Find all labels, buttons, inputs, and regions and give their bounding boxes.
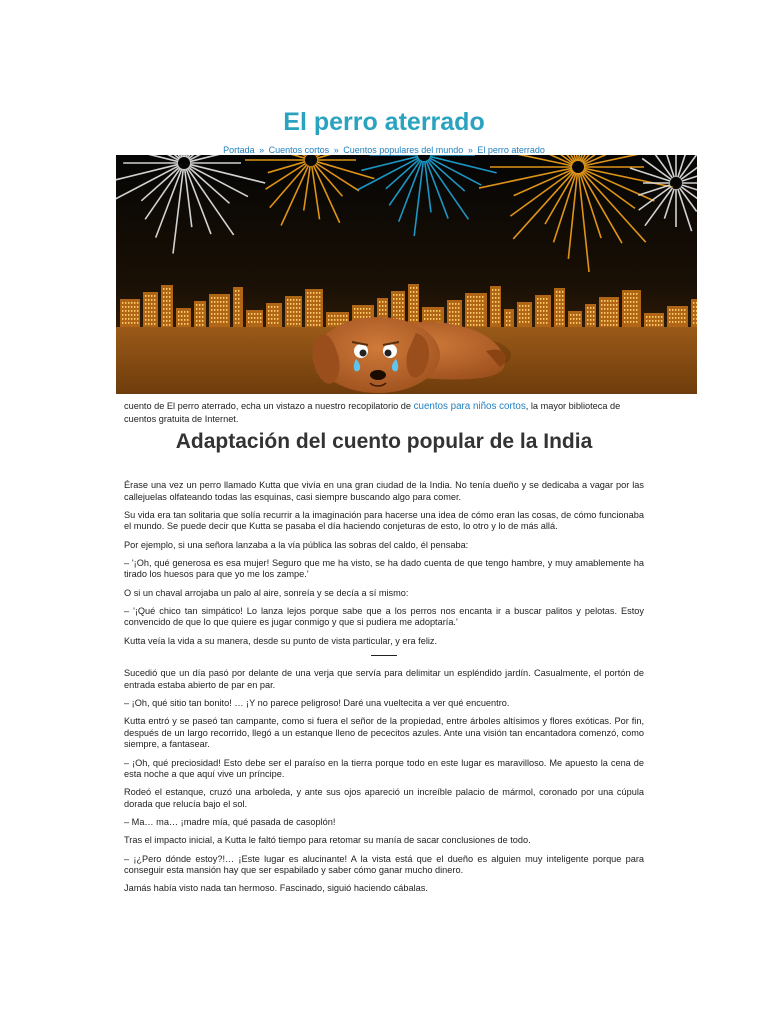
- story-paragraph: Por ejemplo, si una señora lanzaba a la vía pública las sobras del caldo, él pensaba:: [124, 539, 469, 550]
- story-body: [124, 480, 644, 902]
- story-paragraph: – ¡Oh, qué sitio tan bonito! … ¡Y no parece peligroso! Daré una vueltecita a ver qué encuentro.: [124, 698, 510, 709]
- section-divider: [124, 648, 644, 660]
- breadcrumb-separator: »: [259, 145, 265, 155]
- breadcrumb: [0, 145, 768, 155]
- breadcrumb-portada[interactable]: Portada: [223, 145, 255, 155]
- story-paragraph: – '¡Oh, qué generosa es esa mujer! Seguro que me ha visto, se ha dado cuenta de que tengo hambre, y muy amablemente ha tirado los huesos para que yo me los zampe.': [124, 557, 644, 580]
- story-part-2: [124, 668, 644, 895]
- crying-dog-fireworks-image: [116, 155, 697, 394]
- breadcrumb-current[interactable]: El perro aterrado: [477, 145, 545, 155]
- breadcrumb-cuentos-cortos[interactable]: Cuentos cortos: [268, 145, 330, 155]
- story-paragraph: – ¡Oh, qué preciosidad! Esto debe ser el paraíso en la tierra porque todo en este lugar es maravilloso. Me apuesto la cena de esta noche a que aquí vive un príncipe.: [124, 757, 644, 780]
- intro-text-before: cuento de El perro aterrado, echa un vistazo a nuestro recopilatorio de: [124, 401, 414, 411]
- story-paragraph: – ¡¿Pero dónde estoy?!… ¡Este lugar es alucinante! A la vista está que el dueño es alguien muy inteligente porque para conseguir esta mansión hay que ser espabilado y saber cómo ganar mucho dinero.: [124, 853, 644, 876]
- breadcrumb-separator: »: [467, 145, 473, 155]
- story-paragraph: Rodeó el estanque, cruzó una arboleda, y ante sus ojos apareció un increíble palacio de mármol, coronado por una cúpula dorada que relucía bajo el sol.: [124, 787, 644, 809]
- story-paragraph: – Ma… ma… ¡madre mía, qué pasada de casoplón!: [124, 817, 336, 828]
- hero-illustration: [116, 155, 697, 394]
- story-paragraph: Kutta veía la vida a su manera, desde su punto de vista particular, y era feliz.: [124, 635, 438, 646]
- story-paragraph: Sucedió que un día pasó por delante de una verja que servía para delimitar un espléndido jardín. Casualmente, el portón de entrada estaba abierto de par en par.: [124, 668, 644, 690]
- breadcrumb-cuentos-populares[interactable]: Cuentos populares del mundo: [343, 145, 464, 155]
- story-paragraph: Kutta entró y se paseó tan campante, como si fuera el señor de la propiedad, entre árboles altísimos y flores exóticas. Por fin, después de un largo recorrido, llegó a un estanque lleno de pececitos azules. Ante una visión tan encantadora comenzó, como siempre, a fantasear.: [124, 716, 644, 750]
- story-paragraph: Su vida era tan solitaria que solía recurrir a la imaginación para hacerse una idea de cómo eran las cosas, de cómo funcionaba el mundo. Se puede decir que Kutta se pasaba el día haciendo conjeturas de esto, lo otro y lo de más allá.: [124, 509, 644, 532]
- intro-text: [124, 400, 644, 425]
- story-paragraph: Jamás había visto nada tan hermoso. Fascinado, siguió haciendo cábalas.: [124, 883, 428, 894]
- story-paragraph: O si un chaval arrojaba un palo al aire, sonreía y se decía a sí mismo:: [124, 587, 409, 598]
- story-paragraph: – '¡Qué chico tan simpático! Lo lanza lejos porque sabe que a los perros nos encanta ir a buscar palitos y pelotas. Estoy convencido de que lo que quiere es jugar conmigo y que si pudiera me adoptaría.': [124, 605, 644, 628]
- story-part-1: [124, 480, 644, 647]
- breadcrumb-separator: »: [333, 145, 339, 155]
- story-paragraph: Érase una vez un perro llamado Kutta que vivía en una gran ciudad de la India. No tenía dueño y se dedicaba a vagar por las callejuelas olfateando todas las esquinas, casi siempre buscando algo para comer.: [124, 480, 644, 502]
- story-subtitle: Adaptación del cuento popular de la India: [175, 430, 593, 453]
- intro-text-after: , la mayor biblioteca de cuentos gratuita de Internet.: [124, 401, 621, 424]
- page-title: El perro aterrado: [283, 108, 485, 136]
- cuentos-para-ninos-link[interactable]: cuentos para niños cortos: [413, 401, 526, 412]
- story-paragraph: Tras el impacto inicial, a Kutta le faltó tiempo para retomar su manía de sacar conclusiones de todo.: [124, 835, 531, 846]
